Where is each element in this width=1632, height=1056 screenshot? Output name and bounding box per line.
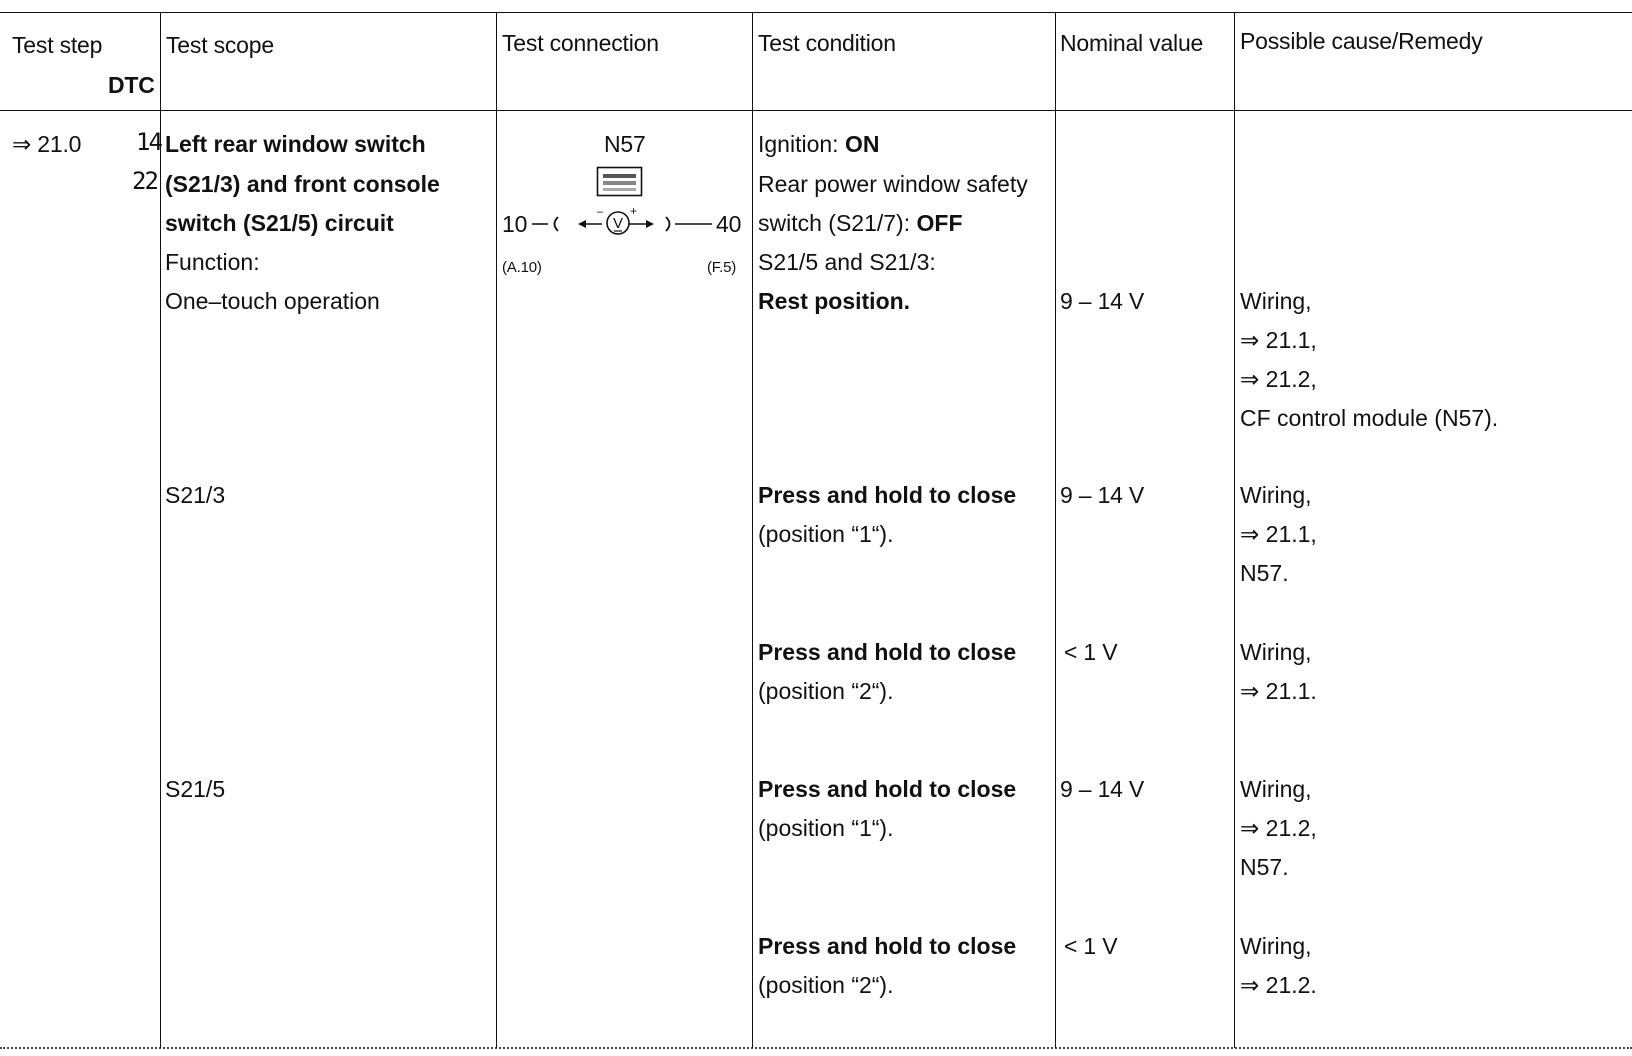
connection-module-label: N57 — [604, 131, 646, 157]
column-divider-nominal — [1055, 12, 1056, 1048]
cause-row-1-line-1: Wiring, — [1240, 288, 1312, 314]
cause-row-3-line-1: Wiring, — [1240, 639, 1312, 665]
cause-row-1-line-2: ⇒ 21.1, — [1240, 327, 1317, 353]
cause-row-5-line-1: Wiring, — [1240, 933, 1312, 959]
voltmeter-symbol: V — [612, 215, 624, 232]
svg-text:–: – — [597, 206, 604, 218]
connection-right-pin: 40 — [716, 211, 742, 237]
header-nominal-value: Nominal value — [1060, 30, 1204, 56]
header-test-condition: Test condition — [758, 30, 896, 56]
nominal-value-row-3: < 1 V — [1064, 639, 1118, 665]
cause-row-4-line-3: N57. — [1240, 854, 1289, 880]
header-test-connection: Test connection — [502, 30, 659, 56]
cause-row-1-line-4: CF control module (N57). — [1240, 405, 1499, 431]
scope-function-label: Function: — [165, 249, 260, 275]
scope-function-value: One–touch operation — [165, 288, 380, 314]
header-test-step: Test step — [12, 32, 103, 58]
scope-title-line-3: switch (S21/5) circuit — [165, 210, 394, 236]
scope-title-line-2: (S21/3) and front console — [165, 171, 440, 197]
control-module-icon — [596, 166, 644, 198]
condition-safety-switch-line-1: Rear power window safety — [758, 171, 1028, 197]
condition-safety-switch-line-2: switch (S21/7): OFF — [758, 210, 963, 236]
column-divider-connection — [496, 12, 497, 1048]
connection-left-pin: 10 — [502, 211, 528, 237]
cause-row-2-line-2: ⇒ 21.1, — [1240, 521, 1317, 547]
cause-row-3-line-2: ⇒ 21.1. — [1240, 678, 1317, 704]
cause-row-4-line-2: ⇒ 21.2, — [1240, 815, 1317, 841]
cause-row-1-line-3: ⇒ 21.2, — [1240, 366, 1317, 392]
test-step-number: ⇒ 21.0 — [12, 131, 82, 157]
dtc-code-2: 22 — [132, 167, 157, 195]
condition-row-2-action: Press and hold to close — [758, 482, 1017, 508]
table-top-rule — [0, 12, 1632, 13]
condition-row-5-position: (position “2“). — [758, 972, 894, 998]
nominal-value-row-5: < 1 V — [1064, 933, 1118, 959]
condition-switches-line: S21/5 and S21/3: — [758, 249, 936, 275]
voltmeter-connection-icon — [530, 206, 715, 240]
nominal-value-row-1: 9 – 14 V — [1060, 288, 1145, 314]
condition-row-5-action: Press and hold to close — [758, 933, 1017, 959]
svg-text:+: + — [630, 206, 638, 218]
condition-rest-position: Rest position. — [758, 288, 911, 314]
scope-switch-s21-5: S21/5 — [165, 776, 226, 802]
condition-row-2-position: (position “1“). — [758, 521, 894, 547]
nominal-value-row-2: 9 – 14 V — [1060, 482, 1145, 508]
header-bottom-rule — [0, 110, 1632, 111]
cause-row-2-line-1: Wiring, — [1240, 482, 1312, 508]
nominal-value-row-4: 9 – 14 V — [1060, 776, 1145, 802]
table-bottom-dotted-rule — [0, 1047, 1632, 1049]
column-divider-cause — [1234, 12, 1235, 1048]
condition-row-3-action: Press and hold to close — [758, 639, 1017, 665]
scope-switch-s21-3: S21/3 — [165, 482, 226, 508]
column-divider-condition — [752, 12, 753, 1048]
condition-row-4-position: (position “1“). — [758, 815, 894, 841]
condition-row-4-action: Press and hold to close — [758, 776, 1017, 802]
connection-left-ref: (A.10) — [502, 259, 542, 276]
column-divider-scope — [160, 12, 161, 1048]
connection-right-ref: (F.5) — [707, 259, 737, 276]
dtc-code-1: 14 — [136, 128, 161, 156]
condition-ignition: Ignition: ON — [758, 131, 880, 157]
cause-row-5-line-2: ⇒ 21.2. — [1240, 972, 1317, 998]
scope-title-line-1: Left rear window switch — [165, 131, 426, 157]
header-dtc: DTC — [108, 72, 155, 98]
cause-row-4-line-1: Wiring, — [1240, 776, 1312, 802]
condition-row-3-position: (position “2“). — [758, 678, 894, 704]
cause-row-2-line-3: N57. — [1240, 560, 1289, 586]
header-test-scope: Test scope — [166, 32, 274, 58]
header-possible-cause: Possible cause/Remedy — [1240, 28, 1483, 54]
